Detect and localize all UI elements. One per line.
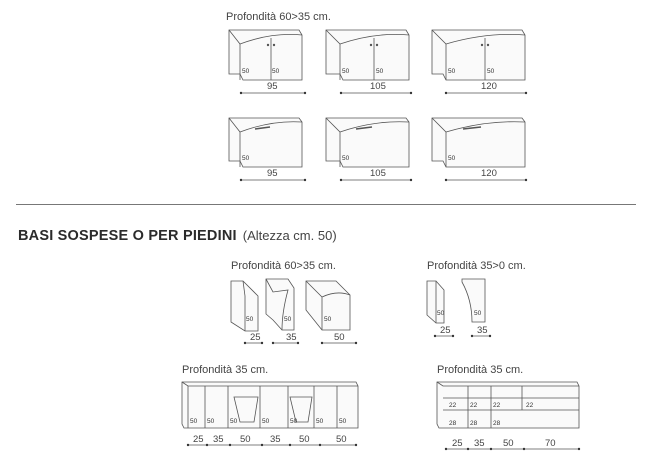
height-mark: 50 — [272, 68, 280, 75]
width-label: 25 — [193, 434, 204, 445]
width-label: 50 — [336, 434, 347, 445]
width-label: 105 — [370, 168, 386, 179]
height-mark: 50 — [342, 155, 350, 162]
section-subtitle: (Altezza cm. 50) — [242, 228, 337, 243]
width-label: 35 — [477, 325, 488, 336]
depth-label-top: Profondità 60>35 cm. — [226, 11, 331, 23]
width-label: 25 — [250, 332, 261, 343]
height-mark: 50 — [474, 310, 482, 317]
drawer-mark: 22 — [449, 402, 457, 409]
height-mark: 50 — [448, 68, 456, 75]
height-mark: 50 — [487, 68, 495, 75]
drawer-mark: 22 — [526, 402, 534, 409]
height-mark: 50 — [242, 68, 250, 75]
depth-label-c: Profondità 35 cm. — [182, 364, 269, 376]
width-label: 50 — [503, 438, 514, 449]
width-label: 50 — [299, 434, 310, 445]
height-mark: 50 — [339, 418, 347, 425]
height-mark: 50 — [230, 418, 238, 425]
width-label: 120 — [481, 168, 497, 179]
drawer-mark: 22 — [493, 402, 501, 409]
width-label: 95 — [267, 168, 278, 179]
width-label: 25 — [452, 438, 463, 449]
height-mark: 50 — [242, 155, 250, 162]
height-mark: 50 — [437, 310, 445, 317]
width-label: 35 — [270, 434, 281, 445]
height-mark: 50 — [207, 418, 215, 425]
width-label: 50 — [240, 434, 251, 445]
width-label: 95 — [267, 81, 278, 92]
drawer-mark: 28 — [470, 420, 478, 427]
height-mark: 50 — [262, 418, 270, 425]
width-label: 70 — [545, 438, 556, 449]
depth-label-d: Profondità 35 cm. — [437, 364, 524, 376]
width-label: 120 — [481, 81, 497, 92]
width-label: 25 — [440, 325, 451, 336]
height-mark: 50 — [342, 68, 350, 75]
height-mark: 50 — [246, 316, 254, 323]
width-label: 35 — [213, 434, 224, 445]
section-title: BASI SOSPESE O PER PIEDINI — [18, 228, 237, 244]
height-mark: 50 — [290, 418, 298, 425]
depth-label-a: Profondità 60>35 cm. — [231, 260, 336, 272]
drawer-mark: 22 — [470, 402, 478, 409]
width-label: 50 — [334, 332, 345, 343]
width-label: 35 — [474, 438, 485, 449]
depth-label-b: Profondità 35>0 cm. — [427, 260, 526, 272]
height-mark: 50 — [376, 68, 384, 75]
width-label: 35 — [286, 332, 297, 343]
drawer-mark: 28 — [493, 420, 501, 427]
height-mark: 50 — [284, 316, 292, 323]
width-label: 105 — [370, 81, 386, 92]
drawer-mark: 28 — [449, 420, 457, 427]
height-mark: 50 — [190, 418, 198, 425]
height-mark: 50 — [324, 316, 332, 323]
height-mark: 50 — [448, 155, 456, 162]
height-mark: 50 — [316, 418, 324, 425]
